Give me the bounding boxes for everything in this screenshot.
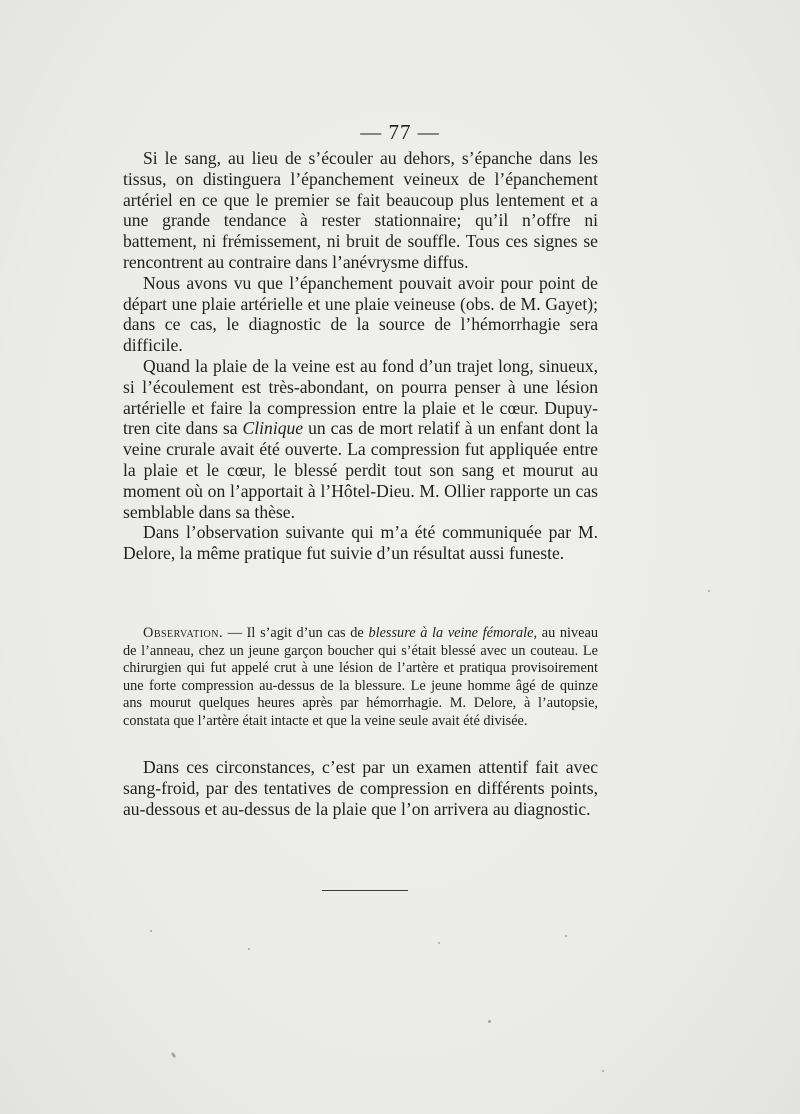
paragraph-2: Nous avons vu que l’épanchement pouvait avoir pour point de départ une plaie artérielle et une plaie veineuse (obs. de M. Gayet); dans ce cas, le diagnostic de la source de l’hémorrhagie sera difficile. bbox=[123, 272, 598, 356]
paragraph-3-text-before: Quand la plaie de la veine est au fond d’un trajet long, sinueux, si l’écoulement est très-abondant, on pourra penser à une lésion artérielle et faire la compression entre la plaie et le cœur. Dupuytren cite dans sa bbox=[123, 355, 598, 439]
paper-speck bbox=[248, 948, 250, 950]
closing-paragraph: Dans ces circonstances, c’est par un examen attentif fait avec sang-froid, par des tentatives de compression en différents points, au-dessous et au-dessus de la plaie que l’on arrivera au diagnostic. bbox=[123, 757, 598, 819]
paragraph-1: Si le sang, au lieu de s’écouler au dehors, s’épanche dans les tissus, on distinguera l’épanchement veineux de l’épanchement artériel en ce que le premier se fait beaucoup plus lentement et a une grande tendance à rester stationnaire; qu’il n’offre ni battement, ni frémissement, ni bruit de souffle. Tous ces signes se rencontrent au contraire dans l’anévrysme diffus. bbox=[123, 148, 598, 272]
observation-note bbox=[123, 625, 598, 731]
observation-dash: — bbox=[223, 625, 247, 641]
main-text bbox=[123, 148, 598, 564]
closing-text bbox=[123, 757, 598, 819]
observation-italic: blessure à la veine fémorale, bbox=[368, 625, 538, 641]
paper-speck bbox=[708, 590, 710, 592]
paper-speck bbox=[438, 942, 440, 944]
paragraph-3 bbox=[123, 356, 598, 522]
observation-heading: Observation. bbox=[143, 625, 224, 641]
paragraph-4: Dans l’observation suivante qui m’a été communiquée par M. Delore, la même pratique fut suivie d’un résultat aussi funeste. bbox=[123, 522, 598, 564]
page-number: — 77 — bbox=[360, 120, 440, 144]
paper-speck bbox=[150, 930, 152, 932]
observation-paragraph bbox=[123, 625, 598, 731]
clinique-title: Clinique bbox=[242, 418, 304, 439]
observation-text-after: au niveau de l’anneau, chez un jeune garçon boucher qui s’était blessé avec un couteau. Le chirurgien qui fut appelé crut à une lésion de l’artère et pratiqua provisoirement une forte compression au-dessus de la blessure. Le jeune homme âgé de quinze ans mourut quelques heures après par hémorrhagie. M. Delore, à l’autopsie, constata que l’artère était intacte et que la veine seule avait été divisée. bbox=[123, 625, 598, 729]
paper-speck bbox=[488, 1020, 491, 1023]
observation-text-before: Il s’agit d’un cas de bbox=[246, 625, 369, 641]
paper-speck bbox=[171, 1052, 177, 1059]
paragraph-3-text-after: un cas de mort relatif à un enfant dont la veine crurale avait été ouverte. La compression fut appliquée entre la plaie et le cœur, le blessé perdit tout son sang et mourut au moment où on l’apportait à l’Hôtel-Dieu. M. Ollier rapporte un cas semblable dans sa thèse. bbox=[123, 418, 598, 522]
paper-speck bbox=[602, 1070, 604, 1072]
end-rule bbox=[322, 890, 408, 891]
paper-speck bbox=[565, 935, 567, 937]
